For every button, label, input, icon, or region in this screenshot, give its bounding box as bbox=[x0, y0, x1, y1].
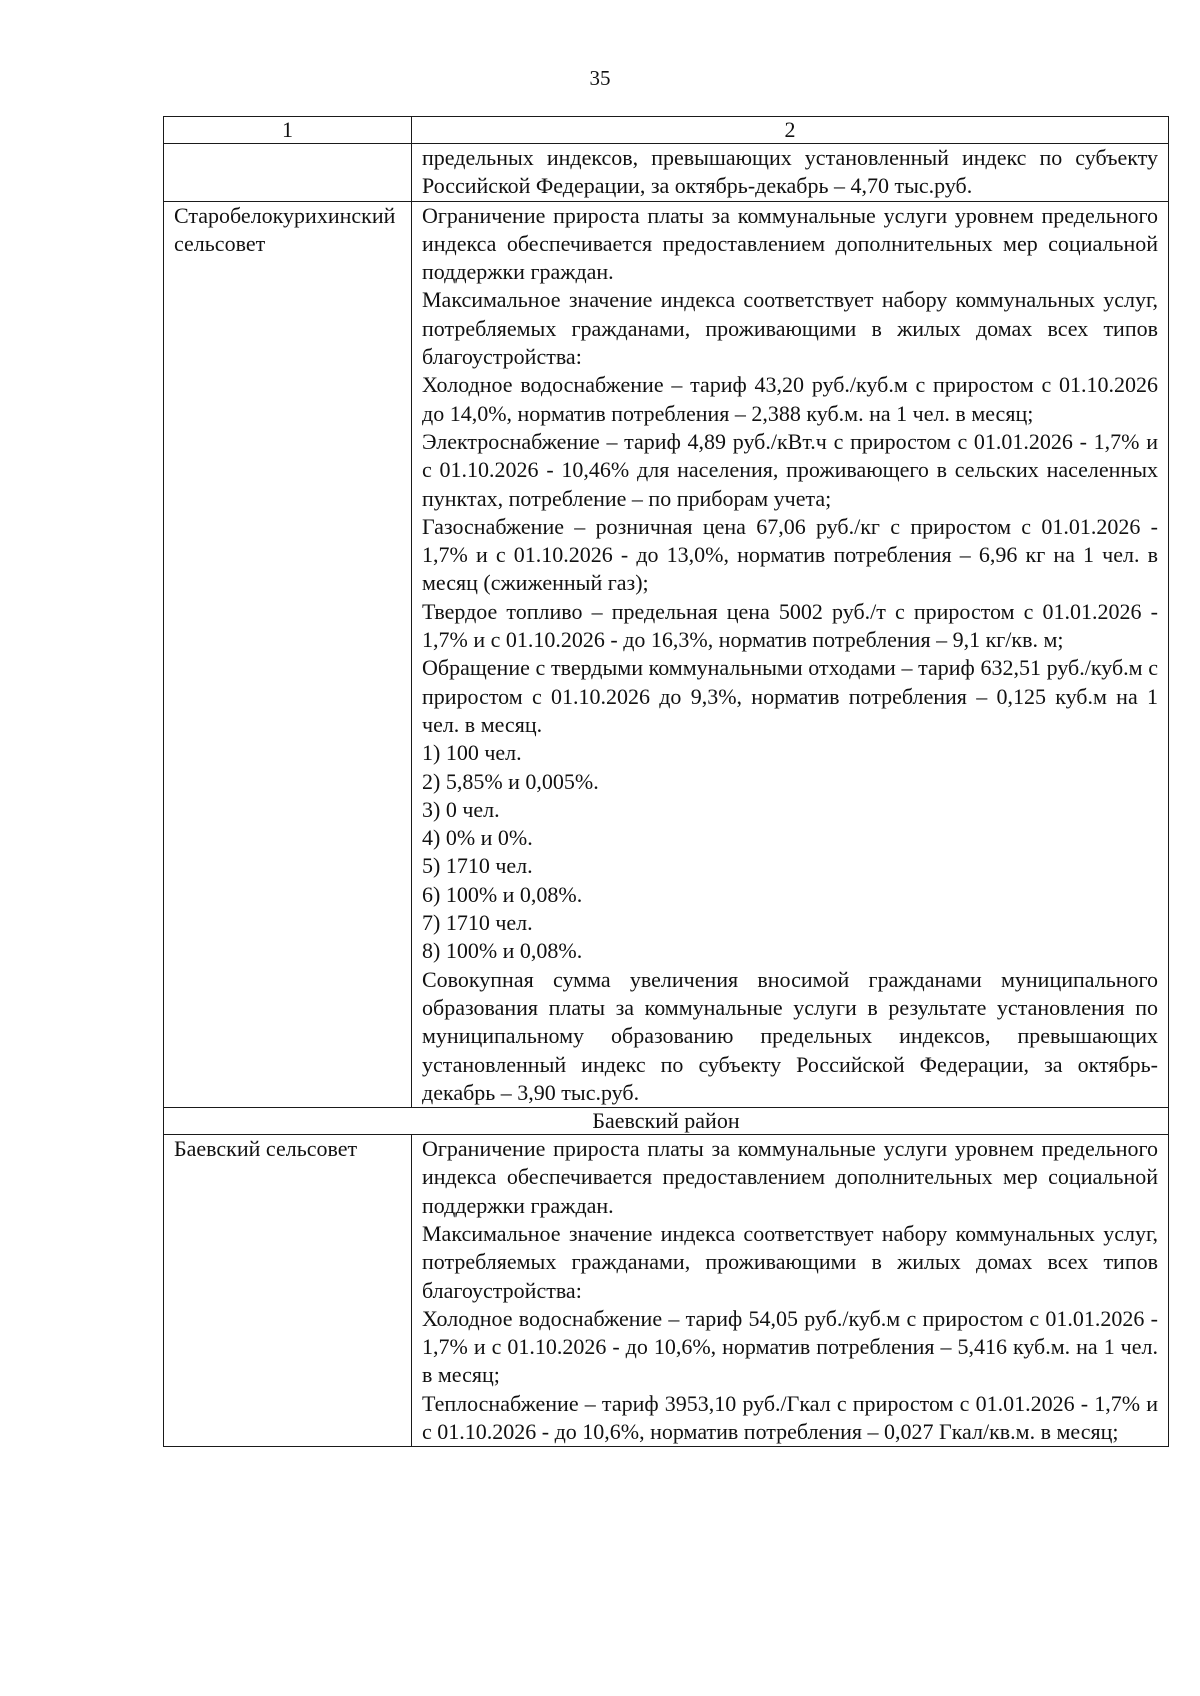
municipality-name: Баевский сельсовет bbox=[164, 1135, 412, 1447]
column-header-row bbox=[164, 117, 1169, 144]
description-paragraph: Максимальное значение индекса соответствует набору коммунальных услуг, потребляемых гражданами, проживающими в жилых домах всех типов благоустройства: bbox=[422, 1220, 1158, 1303]
description-paragraph: 6) 100% и 0,08%. bbox=[422, 881, 583, 907]
continuation-row bbox=[164, 144, 1169, 202]
description-cell bbox=[412, 1135, 1169, 1447]
description-paragraph: 7) 1710 чел. bbox=[422, 910, 533, 936]
column-header-2: 2 bbox=[412, 117, 1169, 144]
description-cell bbox=[412, 201, 1169, 1108]
description-paragraph: Совокупная сумма увеличения вносимой гражданами муниципального образования платы за коммунальные услуги в результате установления по муниципальному образованию предельных индексов, превышающих установленный индекс по субъекту Российской Федерации, за октябрь-декабрь – 3,90 тыс.руб. bbox=[422, 966, 1158, 1105]
municipality-name: Старобелокурихинский сельсовет bbox=[164, 201, 412, 1108]
page-number: 35 bbox=[589, 66, 611, 90]
section-title: Баевский район bbox=[164, 1108, 1169, 1135]
municipality-row bbox=[164, 1135, 1169, 1447]
description-paragraph: 5) 1710 чел. bbox=[422, 853, 533, 879]
description-paragraph: 4) 0% и 0%. bbox=[422, 825, 533, 851]
description-paragraph: 3) 0 чел. bbox=[422, 796, 500, 822]
continuation-text-cell bbox=[412, 144, 1169, 202]
continuation-paragraph: предельных индексов, превышающих установленный индекс по субъекту Российской Федерации, за октябрь-декабрь – 4,70 тыс.руб. bbox=[422, 145, 1158, 199]
description-paragraph: Теплоснабжение – тариф 3953,10 руб./Гкал с приростом с 01.01.2026 - 1,7% и с 01.10.2026 - до 10,6%, норматив потребления – 0,027 Гкал/кв.м. в месяц; bbox=[422, 1390, 1158, 1445]
section-row bbox=[164, 1108, 1169, 1135]
description-paragraph: Холодное водоснабжение – тариф 54,05 руб./куб.м с приростом с 01.01.2026 - 1,7% и с 01.10.2026 - до 10,6%, норматив потребления – 5,416 куб.м. на 1 чел. в месяц; bbox=[422, 1305, 1158, 1388]
municipality-row bbox=[164, 201, 1169, 1108]
description-paragraph: Обращение с твердыми коммунальными отходами – тариф 632,51 руб./куб.м с приростом с 01.10.2026 до 9,3%, норматив потребления – 0,125 куб.м на 1 чел. в месяц. bbox=[422, 655, 1158, 737]
description-paragraph: Холодное водоснабжение – тариф 43,20 руб./куб.м с приростом с 01.10.2026 до 14,0%, норматив потребления – 2,388 куб.м. на 1 чел. в месяц; bbox=[422, 372, 1158, 426]
description-paragraph: Ограничение прироста платы за коммунальные услуги уровнем предельного индекса обеспечивается предоставлением дополнительных мер социальной поддержки граждан. bbox=[422, 202, 1158, 285]
description-paragraph: 1) 100 чел. bbox=[422, 740, 522, 766]
description-paragraph: Ограничение прироста платы за коммунальные услуги уровнем предельного индекса обеспечивается предоставлением дополнительных мер социальной поддержки граждан. bbox=[422, 1136, 1158, 1218]
description-paragraph: Электроснабжение – тариф 4,89 руб./кВт.ч с приростом с 01.01.2026 - 1,7% и с 01.10.2026 - 10,46% для населения, проживающего в сельских населенных пунктах, потребление – по приборам учета; bbox=[422, 428, 1158, 511]
column-header-1: 1 bbox=[164, 117, 412, 144]
continuation-municipality-cell bbox=[164, 144, 412, 202]
document-table bbox=[163, 116, 1169, 1447]
description-paragraph: 2) 5,85% и 0,005%. bbox=[422, 768, 599, 794]
description-paragraph: Газоснабжение – розничная цена 67,06 руб./кг с приростом с 01.01.2026 - 1,7% и с 01.10.2026 - до 13,0%, норматив потребления – 6,96 кг на 1 чел. в месяц (сжиженный газ); bbox=[422, 513, 1158, 596]
description-paragraph: Максимальное значение индекса соответствует набору коммунальных услуг, потребляемых гражданами, проживающими в жилых домах всех типов благоустройства: bbox=[422, 287, 1158, 370]
description-paragraph: 8) 100% и 0,08%. bbox=[422, 938, 583, 964]
description-paragraph: Твердое топливо – предельная цена 5002 руб./т с приростом с 01.01.2026 - 1,7% и с 01.10.2026 - до 16,3%, норматив потребления – 9,1 кг/кв. м; bbox=[422, 598, 1158, 653]
